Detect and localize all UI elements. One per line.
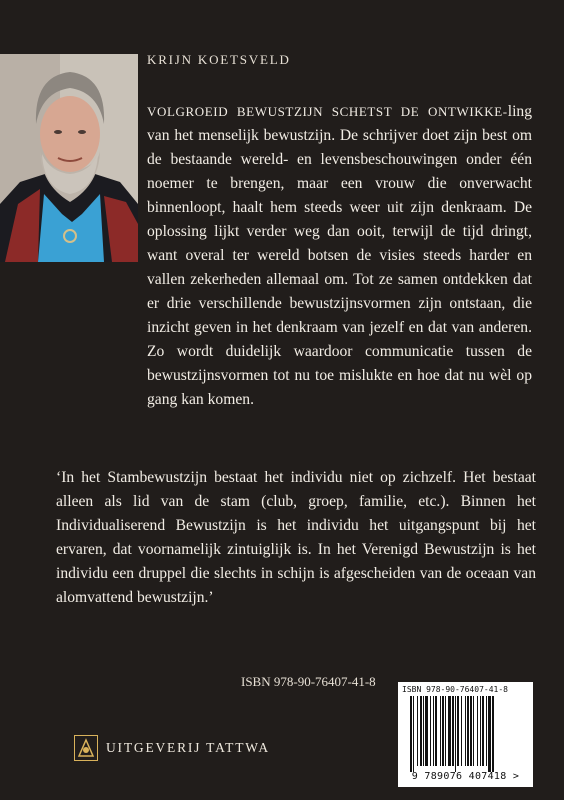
barcode-bar [473,696,474,766]
barcode-bar [435,696,437,766]
barcode-bar [413,696,414,772]
author-name: KRIJN KOETSVELD [147,52,291,67]
barcode-bar [410,696,412,772]
barcode-number: 9 789076 407418 [411,771,507,782]
barcode-bar [488,696,491,772]
barcode-bar [423,696,424,766]
barcode-bar [425,696,428,766]
barcode-bar [448,696,451,766]
barcode-bars [410,696,522,772]
barcode-bar [467,696,469,766]
barcode-bar [445,696,446,766]
barcode-bar [477,696,478,766]
barcode-bar [417,696,418,766]
barcode-bar [486,696,487,766]
barcode-bar [465,696,466,766]
author-portrait-icon [0,54,138,262]
barcode-bar [482,696,484,766]
barcode-bar [480,696,481,766]
barcode-digits [398,771,533,782]
barcode-arrow: > [512,771,520,782]
barcode-bar [461,696,462,766]
tattwa-logo-icon [74,735,98,761]
publisher-name: UITGEVERIJ TATTWA [106,740,270,755]
barcode-bar [430,696,431,766]
publisher-imprint [74,735,270,761]
barcode-bar [470,696,472,766]
barcode-bar [440,696,441,766]
barcode-bar [455,696,456,772]
book-description [147,100,532,412]
barcode-bar [492,696,494,772]
isbn-label: ISBN 978-90-76407-41-8 [241,674,376,689]
barcode-isbn: ISBN 978-90-76407-41-8 [402,685,508,694]
description-body: ling van het menselijk bewustzijn. De schrijver doet zijn best om de bestaande wereld- en levensbeschouwingen onder één noemer te brengen, maar een vrouw die onverwacht binnenloopt, haalt hem steeds weer uit zijn denkraam. De oplossing lijkt verder weg dan ooit, terwijl de tijd dringt, want overal ter wereld botsen de visies steeds harder en vallen zekerheden allemaal om. Tot ze samen ontdekken dat er drie verschillende bewustzijnsvormen zijn ontstaan, die inzicht geven in het denkraam van jezelf en dat van anderen. Zo wordt duidelijk waardoor communicatie tussen de bewustzijnsvormen tot nu toe mislukte en hoe dat nu wèl op gang kan komen. [147,103,532,408]
barcode-bar [433,696,434,766]
author-photo [0,54,138,262]
barcode [398,682,533,787]
barcode-bar [442,696,444,766]
barcode-bar [457,696,459,766]
book-quote: ‘In het Stambewustzijn bestaat het individu niet op zichzelf. Het bestaat alleen als lid van de stam (club, groep, familie, etc.). Binnen het Individualiserend Bewustzijn is het individu het uitgangspunt bij het ervaren, dat voornamelijk zintuiglijk is. In het Verenigd Bewustzijn is het individu een druppel die slechts in schijn is afgescheiden van de oceaan van alomvattend bewustzijn.’ [56,469,536,606]
barcode-bar [420,696,422,766]
barcode-bar [452,696,454,766]
description-lead: VOLGROEID BEWUSTZIJN SCHETST DE ONTWIKKE- [147,104,508,119]
